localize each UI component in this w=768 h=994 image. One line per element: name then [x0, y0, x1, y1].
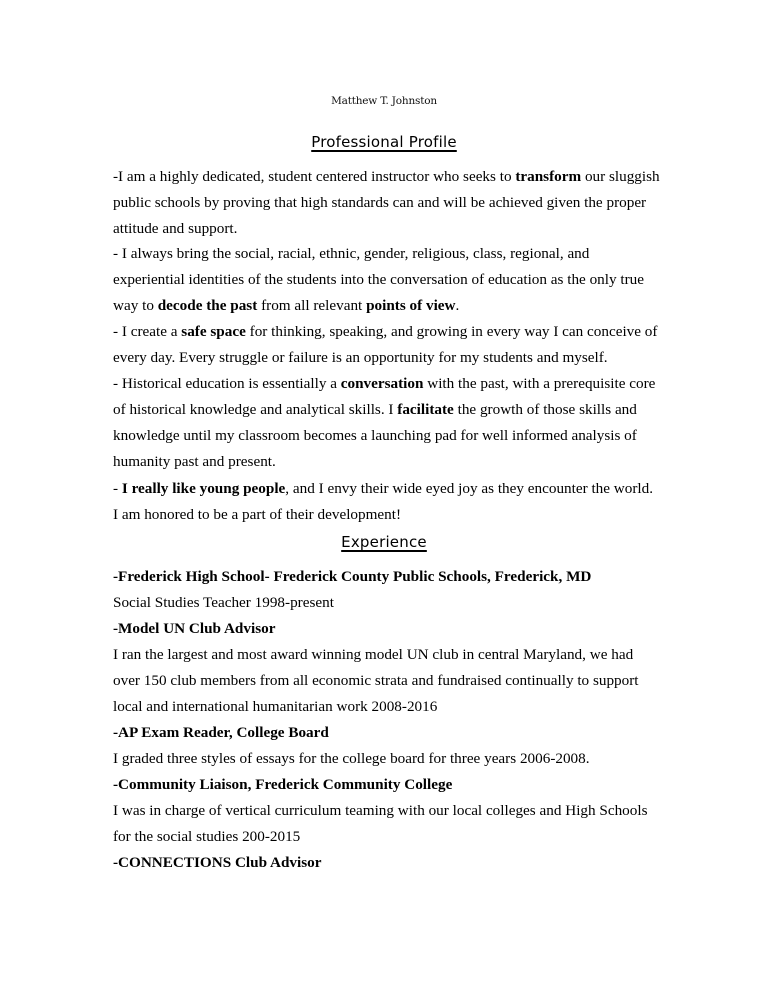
experience-role: -CONNECTIONS Club Advisor — [113, 854, 322, 871]
profile-line: knowledge until my classroom becomes a launching pad for well informed analysis of — [113, 427, 637, 444]
profile-line: every day. Every struggle or failure is an opportunity for my students and myself. — [113, 349, 608, 366]
section-heading-text: Experience — [341, 533, 427, 551]
profile-line: - Historical education is essentially a conversation with the past, with a prerequisite core — [113, 375, 656, 392]
experience-detail: Social Studies Teacher 1998-present — [113, 594, 334, 611]
emphasis: points of view — [366, 297, 456, 314]
experience-detail: local and international humanitarian work 2008-2016 — [113, 698, 438, 715]
experience-detail: over 150 club members from all economic strata and fundraised continually to support — [113, 672, 639, 689]
experience-employer: -Frederick High School- Frederick County Public Schools, Frederick, MD — [113, 568, 592, 585]
section-heading-professional-profile — [0, 133, 768, 151]
profile-line: - I create a safe space for thinking, speaking, and growing in every way I can conceive of — [113, 323, 658, 340]
emphasis: transform — [515, 168, 582, 185]
experience-detail: I graded three styles of essays for the college board for three years 2006-2008. — [113, 750, 590, 767]
profile-line: - I always bring the social, racial, ethnic, gender, religious, class, regional, and — [113, 245, 590, 262]
emphasis: I really like young people — [121, 480, 286, 497]
experience-detail: I was in charge of vertical curriculum teaming with our local colleges and High Schools — [113, 802, 648, 819]
profile-line: attitude and support. — [113, 220, 238, 237]
profile-line: public schools by proving that high standards can and will be achieved given the proper — [113, 194, 647, 211]
experience-detail: I ran the largest and most award winning model UN club in central Maryland, we had — [113, 646, 634, 663]
emphasis: decode the past — [157, 297, 258, 314]
experience-role: -AP Exam Reader, College Board — [113, 724, 329, 741]
profile-line: I am honored to be a part of their development! — [113, 506, 402, 523]
emphasis: facilitate — [397, 401, 454, 418]
profile-line: way to decode the past from all relevant points of view. — [113, 297, 460, 314]
experience-role: -Community Liaison, Frederick Community College — [113, 776, 453, 793]
emphasis: conversation — [340, 375, 424, 392]
experience-role: -Model UN Club Advisor — [113, 620, 276, 637]
profile-line: - I really like young people, and I envy their wide eyed joy as they encounter the world. — [113, 480, 654, 497]
author-name: Matthew T. Johnston — [331, 95, 437, 107]
profile-line: humanity past and present. — [113, 453, 276, 470]
section-heading-text: Professional Profile — [311, 133, 457, 151]
profile-line: of historical knowledge and analytical skills. I facilitate the growth of those skills and — [113, 401, 637, 418]
profile-line: -I am a highly dedicated, student centered instructor who seeks to transform our sluggish — [113, 168, 660, 185]
emphasis: safe space — [181, 323, 246, 340]
section-heading-experience — [0, 533, 768, 551]
experience-detail: for the social studies 200-2015 — [113, 828, 301, 845]
profile-line: experiential identities of the students into the conversation of education as the only true — [113, 271, 644, 288]
